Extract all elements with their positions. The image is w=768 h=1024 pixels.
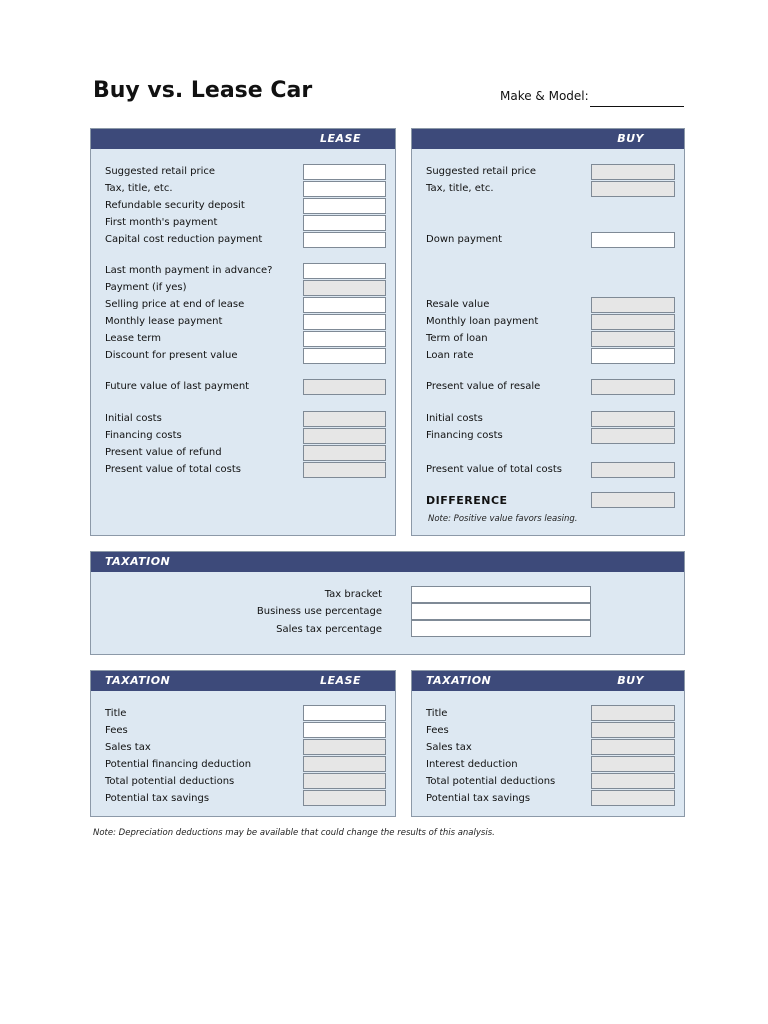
lease-term-input[interactable] bbox=[303, 331, 386, 347]
lease-discount-input[interactable] bbox=[303, 348, 386, 364]
lease-financing-costs-cell bbox=[303, 428, 386, 444]
buy-header-label: BUY bbox=[617, 132, 644, 145]
buy-row-label: Resale value bbox=[426, 299, 490, 310]
tax-lease-row-label: Sales tax bbox=[105, 742, 151, 753]
tax-lease-fees-input[interactable] bbox=[303, 722, 386, 738]
lease-future-value-cell bbox=[303, 379, 386, 395]
tax-buy-interest-deduction-cell bbox=[591, 756, 675, 772]
difference-cell bbox=[591, 492, 675, 508]
tax-lease-total-deductions-cell bbox=[303, 773, 386, 789]
lease-pv-total-cell bbox=[303, 462, 386, 478]
tax-buy-tax-savings-cell bbox=[591, 790, 675, 806]
buy-panel-header bbox=[412, 129, 684, 149]
taxation-row-label: Sales tax percentage bbox=[276, 624, 382, 635]
buy-row-label: Financing costs bbox=[426, 430, 503, 441]
lease-row-label: Lease term bbox=[105, 333, 161, 344]
buy-initial-costs-cell bbox=[591, 411, 675, 427]
tax-buy-panel-header bbox=[412, 671, 684, 691]
tax-buy-sales-tax-cell bbox=[591, 739, 675, 755]
tax-lease-title-input[interactable] bbox=[303, 705, 386, 721]
tax-buy-row-label: Total potential deductions bbox=[426, 776, 556, 787]
tax-buy-total-deductions-cell bbox=[591, 773, 675, 789]
tax-buy-panel bbox=[411, 670, 685, 817]
tax-buy-row-label: Fees bbox=[426, 725, 449, 736]
buy-monthly-loan-cell bbox=[591, 314, 675, 330]
buy-row-label: Present value of total costs bbox=[426, 464, 563, 475]
lease-row-label: Financing costs bbox=[105, 430, 182, 441]
tax-bracket-input[interactable] bbox=[411, 586, 591, 603]
buy-retail-price-cell bbox=[591, 164, 675, 180]
buy-down-payment-input[interactable] bbox=[591, 232, 675, 248]
buy-row-label: Tax, title, etc. bbox=[426, 183, 494, 194]
difference-note: Note: Positive value favors leasing. bbox=[428, 514, 578, 524]
lease-row-label: Capital cost reduction payment bbox=[105, 234, 263, 245]
make-model-field[interactable] bbox=[590, 106, 684, 107]
lease-selling-price-input[interactable] bbox=[303, 297, 386, 313]
taxation-header-label: TAXATION bbox=[105, 555, 171, 568]
lease-row-label: Future value of last payment bbox=[105, 381, 250, 392]
buy-loan-rate-input[interactable] bbox=[591, 348, 675, 364]
tax-buy-row-label: Potential tax savings bbox=[426, 793, 531, 804]
tax-lease-row-label: Total potential deductions bbox=[105, 776, 235, 787]
lease-last-month-advance-input[interactable] bbox=[303, 263, 386, 279]
tax-buy-header-left: TAXATION bbox=[426, 674, 492, 687]
tax-lease-tax-savings-cell bbox=[303, 790, 386, 806]
buy-row-label: Term of loan bbox=[426, 333, 488, 344]
lease-cap-cost-input[interactable] bbox=[303, 232, 386, 248]
tax-lease-panel-header bbox=[91, 671, 395, 691]
business-use-input[interactable] bbox=[411, 603, 591, 620]
tax-buy-fees-cell bbox=[591, 722, 675, 738]
buy-panel bbox=[411, 128, 685, 536]
tax-lease-financing-deduction-cell bbox=[303, 756, 386, 772]
lease-payment-if-yes-cell bbox=[303, 280, 386, 296]
lease-header-label: LEASE bbox=[320, 132, 361, 145]
buy-resale-value-cell bbox=[591, 297, 675, 313]
tax-lease-row-label: Title bbox=[105, 708, 127, 719]
lease-row-label: Last month payment in advance? bbox=[105, 265, 273, 276]
lease-row-label: Present value of refund bbox=[105, 447, 222, 458]
lease-row-label: Initial costs bbox=[105, 413, 162, 424]
buy-financing-costs-cell bbox=[591, 428, 675, 444]
lease-row-label: Tax, title, etc. bbox=[105, 183, 173, 194]
lease-monthly-payment-input[interactable] bbox=[303, 314, 386, 330]
make-model-label: Make & Model: bbox=[500, 89, 589, 103]
lease-row-label: Monthly lease payment bbox=[105, 316, 223, 327]
lease-initial-costs-cell bbox=[303, 411, 386, 427]
tax-lease-header-right: LEASE bbox=[320, 674, 361, 687]
tax-buy-row-label: Sales tax bbox=[426, 742, 472, 753]
buy-pv-total-cell bbox=[591, 462, 675, 478]
buy-row-label: Down payment bbox=[426, 234, 503, 245]
buy-term-of-loan-cell bbox=[591, 331, 675, 347]
lease-row-label: Payment (if yes) bbox=[105, 282, 187, 293]
tax-buy-title-cell bbox=[591, 705, 675, 721]
tax-lease-header-left: TAXATION bbox=[105, 674, 171, 687]
sales-tax-percentage-input[interactable] bbox=[411, 620, 591, 637]
buy-row-label: Initial costs bbox=[426, 413, 483, 424]
tax-buy-header-right: BUY bbox=[617, 674, 644, 687]
lease-panel bbox=[90, 128, 396, 536]
lease-row-label: Discount for present value bbox=[105, 350, 238, 361]
lease-row-label: Refundable security deposit bbox=[105, 200, 245, 211]
lease-first-payment-input[interactable] bbox=[303, 215, 386, 231]
taxation-row-label: Business use percentage bbox=[256, 606, 382, 617]
lease-tax-title-input[interactable] bbox=[303, 181, 386, 197]
buy-row-label: Suggested retail price bbox=[426, 166, 537, 177]
tax-lease-row-label: Fees bbox=[105, 725, 128, 736]
taxation-panel bbox=[90, 551, 685, 655]
difference-label: DIFFERENCE bbox=[426, 494, 508, 507]
lease-retail-price-input[interactable] bbox=[303, 164, 386, 180]
lease-panel-header bbox=[91, 129, 395, 149]
tax-lease-row-label: Potential tax savings bbox=[105, 793, 210, 804]
lease-row-label: Selling price at end of lease bbox=[105, 299, 245, 310]
tax-lease-panel bbox=[90, 670, 396, 817]
taxation-row-label: Tax bracket bbox=[324, 589, 382, 600]
tax-lease-sales-tax-cell bbox=[303, 739, 386, 755]
footer-note: Note: Depreciation deductions may be available that could change the results of this analysis. bbox=[93, 828, 495, 838]
lease-row-label: Suggested retail price bbox=[105, 166, 216, 177]
lease-pv-refund-cell bbox=[303, 445, 386, 461]
tax-buy-row-label: Interest deduction bbox=[426, 759, 518, 770]
lease-row-label: Present value of total costs bbox=[105, 464, 242, 475]
lease-security-deposit-input[interactable] bbox=[303, 198, 386, 214]
buy-tax-title-cell bbox=[591, 181, 675, 197]
buy-row-label: Present value of resale bbox=[426, 381, 541, 392]
tax-lease-row-label: Potential financing deduction bbox=[105, 759, 252, 770]
taxation-panel-header bbox=[91, 552, 684, 572]
lease-row-label: First month's payment bbox=[105, 217, 218, 228]
buy-row-label: Loan rate bbox=[426, 350, 474, 361]
page-title: Buy vs. Lease Car bbox=[93, 78, 313, 103]
tax-buy-row-label: Title bbox=[426, 708, 448, 719]
buy-row-label: Monthly loan payment bbox=[426, 316, 539, 327]
buy-pv-resale-cell bbox=[591, 379, 675, 395]
